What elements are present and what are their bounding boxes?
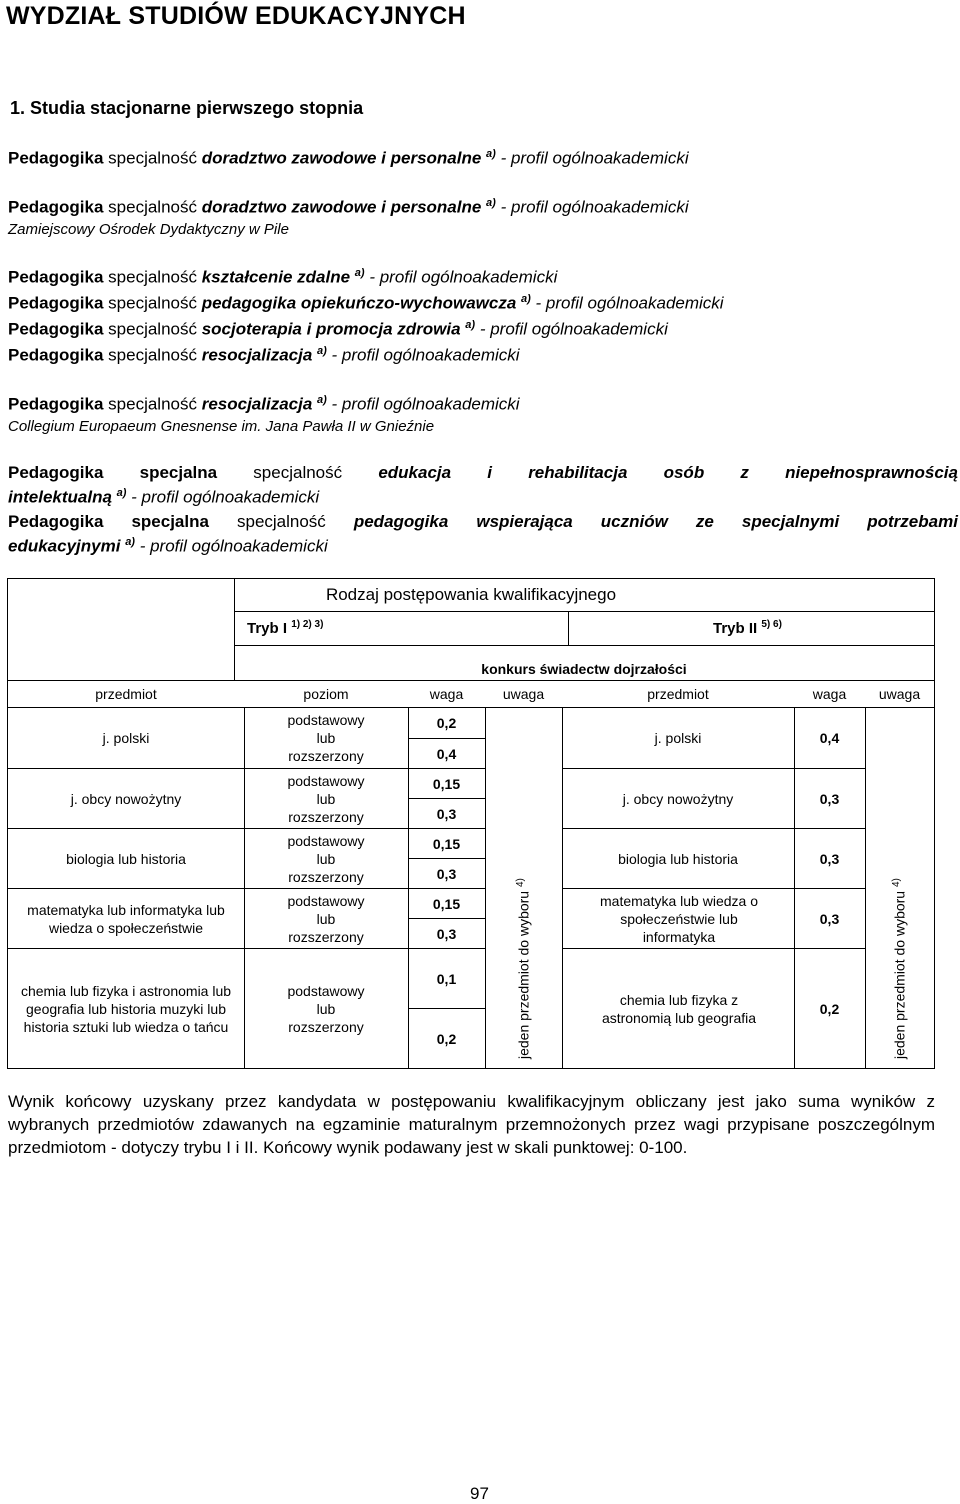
- weight-basic-row-5: 0,1: [436, 970, 457, 987]
- t2-weight-row-4: 0,3: [819, 910, 840, 927]
- t2-weight-row-3: 0,3: [819, 850, 840, 867]
- page-number: 97: [470, 1484, 489, 1503]
- note-tryb-1: jeden przedmiot do wyboru $^{4)}$: [515, 878, 532, 1059]
- weight-ext-row-1: 0,4: [436, 745, 457, 762]
- tryb-1-label: Tryb I $^{1) 2) 3)}$: [247, 619, 324, 637]
- t1-subject-row-4: matematyka lub informatyka lub wiedza o społeczeństwie: [27, 901, 225, 936]
- program-line-7: Pedagogika specjalność resocjalizacja $^{a)}$ - profil ogólnoakademicki: [8, 394, 520, 414]
- weight-basic-row-3: 0,15: [432, 835, 461, 852]
- program-location-pila: Zamiejscowy Ośrodek Dydaktyczny w Pile: [8, 221, 289, 238]
- col-header-weight-2: waga: [812, 686, 847, 702]
- weight-ext-row-4: 0,3: [436, 925, 457, 942]
- faculty-title: WYDZIAŁ STUDIÓW EDUKACYJNYCH: [6, 2, 466, 30]
- qualification-table: [7, 578, 935, 1069]
- program-location-gniezno: Collegium Europaeum Gnesnense im. Jana Pawła II w Gnieźnie: [8, 418, 435, 435]
- program-line-8b: intelektualną $^{a)}$ - profil ogólnoakademicki: [8, 487, 320, 507]
- section-heading: 1. Studia stacjonarne pierwszego stopnia: [10, 98, 364, 118]
- program-line-9b: edukacyjnymi $^{a)}$ - profil ogólnoakademicki: [8, 536, 328, 556]
- program-line-1: Pedagogika specjalność doradztwo zawodowe i personalne $^{a)}$ - profil ogólnoakademicki: [8, 148, 689, 168]
- level-row-5: podstawowy lub rozszerzony: [287, 982, 365, 1035]
- col-header-level: poziom: [303, 686, 349, 702]
- weight-basic-row-1: 0,2: [436, 715, 457, 731]
- program-line-3: Pedagogika specjalność kształcenie zdalne $^{a)}$ - profil ogólnoakademicki: [8, 267, 558, 287]
- level-row-3: podstawowy lub rozszerzony: [287, 832, 365, 885]
- t2-subject-row-3: biologia lub historia: [618, 850, 738, 867]
- program-line-8a: Pedagogika specjalna specjalność edukacja i rehabilitacja osób z niepełnosprawnością: [8, 463, 958, 482]
- t1-subject-row-2: j. obcy nowożytny: [70, 790, 182, 807]
- t2-subject-row-4: matematyka lub wiedza o społeczeństwie lub informatyka: [600, 892, 758, 945]
- t2-subject-row-5: chemia lub fizyka z astronomią lub geografia: [601, 991, 757, 1026]
- col-header-note-2: uwaga: [878, 686, 921, 702]
- weight-ext-row-2: 0,3: [436, 805, 457, 822]
- col-header-subject-2: przedmiot: [647, 686, 709, 702]
- t1-subject-row-3: biologia lub historia: [66, 850, 186, 867]
- level-row-1: podstawowy lub rozszerzony: [287, 712, 365, 764]
- t2-subject-row-1: j. polski: [654, 730, 702, 746]
- tryb-2-label: Tryb II $^{5) 6)}$: [713, 619, 782, 637]
- program-line-6: Pedagogika specjalność resocjalizacja $^{a)}$ - profil ogólnoakademicki: [8, 345, 520, 365]
- summary-paragraph: Wynik końcowy uzyskany przez kandydata w postępowaniu kwalifikacyjnym obliczany jest jako suma wyników z wybranych przedmiotów zdawanych na egzaminie maturalnym przemnożonych przez wagi przypisane poszczególnym przedmiotom - dotyczy trybu I i II. Końcowy wynik podawany jest w skali punktowej: 0-100.: [8, 1092, 935, 1157]
- t2-weight-row-2: 0,3: [819, 790, 840, 807]
- konkurs-label: konkurs świadectw dojrzałości: [481, 661, 687, 677]
- weight-basic-row-4: 0,15: [432, 895, 461, 912]
- t1-subject-row-5: chemia lub fizyka i astronomia lub geografia lub historia muzyki lub historia sztuki lub wiedza o tańcu: [20, 982, 232, 1035]
- t2-weight-row-1: 0,4: [819, 730, 840, 746]
- weight-ext-row-5: 0,2: [436, 1030, 457, 1047]
- t1-subject-row-1: j. polski: [102, 730, 150, 746]
- t2-subject-row-2: j. obcy nowożytny: [622, 790, 734, 807]
- weight-basic-row-2: 0,15: [432, 775, 461, 792]
- level-row-2: podstawowy lub rozszerzony: [287, 772, 365, 825]
- program-line-4: Pedagogika specjalność pedagogika opiekuńczo-wychowawcza $^{a)}$ - profil ogólnoakademicki: [8, 293, 724, 313]
- program-line-9a: Pedagogika specjalna specjalność pedagogika wspierająca uczniów ze specjalnymi potrzebami: [8, 512, 958, 531]
- weight-ext-row-3: 0,3: [436, 865, 457, 882]
- col-header-note-1: uwaga: [502, 686, 545, 702]
- note-tryb-2: jeden przedmiot do wyboru $^{4)}$: [891, 878, 908, 1059]
- level-row-4: podstawowy lub rozszerzony: [287, 892, 365, 945]
- col-header-weight-1: waga: [429, 686, 464, 702]
- program-line-5: Pedagogika specjalność socjoterapia i promocja zdrowia $^{a)}$ - profil ogólnoakademicki: [8, 319, 668, 339]
- col-header-subject-1: przedmiot: [95, 686, 157, 702]
- t2-weight-row-5: 0,2: [819, 1000, 840, 1017]
- program-line-2: Pedagogika specjalność doradztwo zawodowe i personalne $^{a)}$ - profil ogólnoakademicki: [8, 197, 689, 217]
- table-title: Rodzaj postępowania kwalifikacyjnego: [325, 585, 617, 604]
